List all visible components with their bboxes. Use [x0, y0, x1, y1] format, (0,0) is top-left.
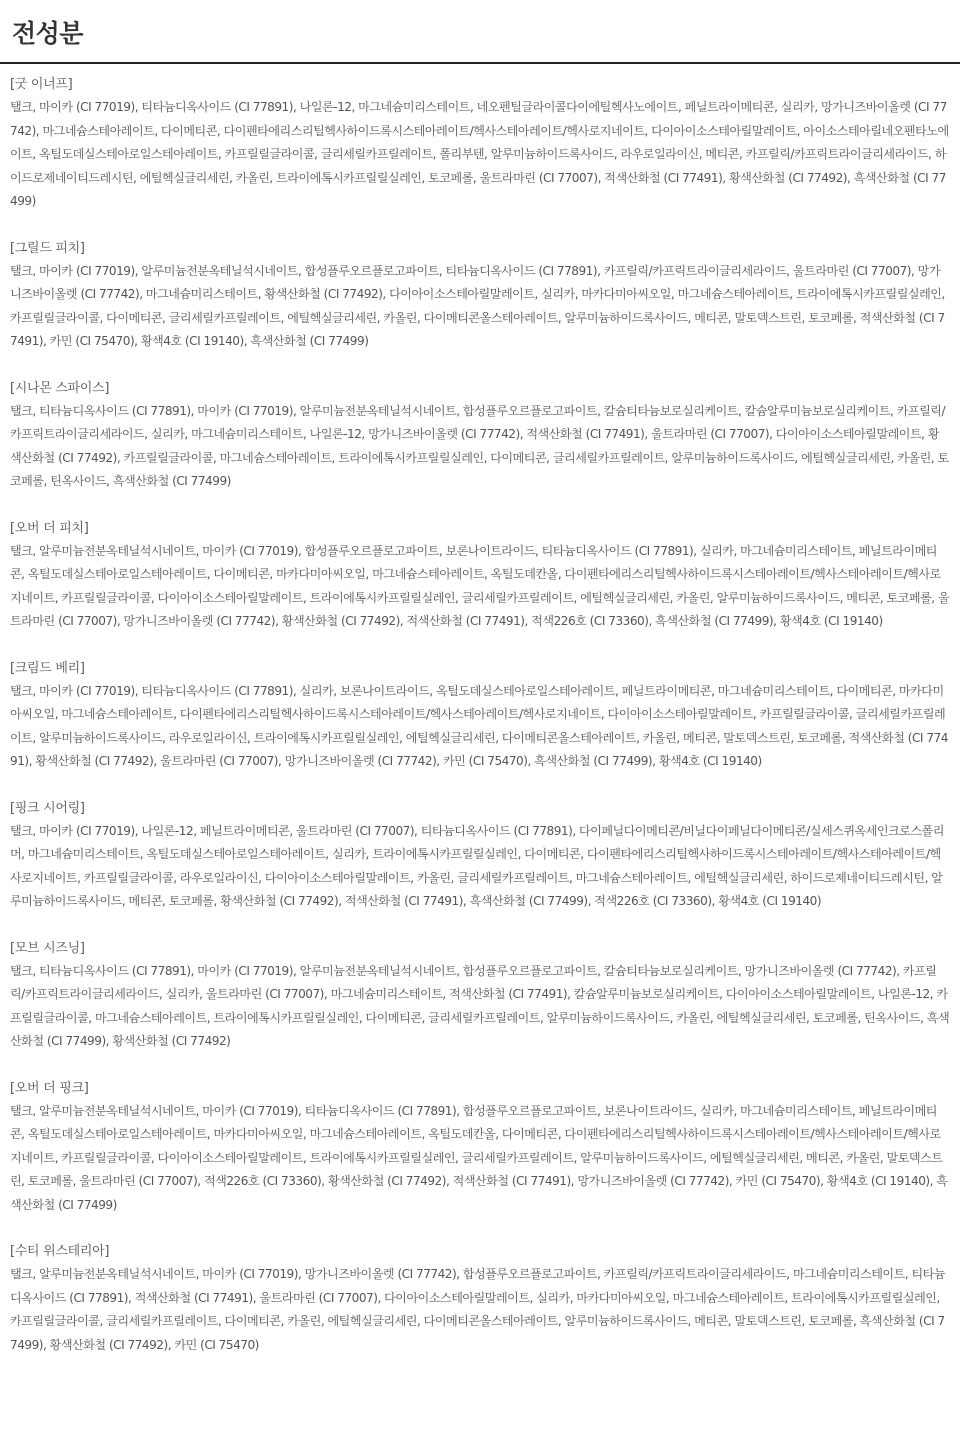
ingredient-list: 탤크, 티타늄디옥사이드 (CI 77891), 마이카 (CI 77019), 알루미늄전분옥테닐석시네이트, 합성플루오르플로고파이트, 칼슘티타늄보로실리케이트, 망가니즈바이올렛 (CI 77742), 카프릴릭/카프릭트라이글리세라이드, 실리카, 울트라마린 (CI 77007), 마그네슘미리스테이트, 적색산화철 (CI 77491), 칼슘알루미늄보로실리케이트, 다이아이소스테아릴말레이트, 나일론-12, 카프릴릴글라이콜, 마그네슘스테아레이트, 트라이에톡시카프릴릴실레인, 다이메티콘, 글리세릴카프릴레이트, 알루미늄하이드록사이드, 카올린, 에틸헥실글리세린, 토코페롤, 틴옥사이드, 흑색산화철 (CI 77499), 황색산화철 (CI 77492) [10, 963, 950, 1048]
ingredient-section [10, 657, 950, 774]
section-name: [굿 이너프] [10, 77, 73, 92]
page-title: 전성분 [12, 19, 83, 48]
ingredient-section [10, 797, 950, 914]
ingredient-list: 탤크, 마이카 (CI 77019), 티타늄디옥사이드 (CI 77891), 실리카, 보론나이트라이드, 옥틸도데실스테아로일스테아레이트, 페닐트라이메티콘, 마그네슘미리스테이트, 다이메티콘, 마카다미아씨오일, 마그네슘스테아레이트, 다이펜타에리스리틸헥사하이드록시스테아레이트/헥사스테아레이트/헥사로지네이트, 다이아이소스테아릴말레이트, 카프릴릴글라이콜, 글리세릴카프릴레이트, 알루미늄하이드록사이드, 라우로일라이신, 트라이에톡시카프릴릴실레인, 에틸헥실글리세린, 다이메티콘올스테아레이트, 카올린, 메티콘, 말토덱스트린, 토코페롤, 적색산화철 (CI 77491), 황색산화철 (CI 77492), 울트라마린 (CI 77007), 망가니즈바이올렛 (CI 77742), 카민 (CI 75470), 흑색산화철 (CI 77499), 황색4호 (CI 19140) [10, 683, 948, 768]
section-name: [크림드 베리] [10, 660, 85, 676]
section-name: [시나몬 스파이스] [10, 380, 110, 396]
section-name: [핑크 시어링] [10, 800, 85, 816]
ingredient-list: 탤크, 알루미늄전분옥테닐석시네이트, 마이카 (CI 77019), 망가니즈바이올렛 (CI 77742), 합성플루오르플로고파이트, 카프릴릭/카프릭트라이글리세라이드, 마그네슘미리스테이트, 티타늄디옥사이드 (CI 77891), 적색산화철 (CI 77491), 울트라마린 (CI 77007), 다이아이소스테아릴말레이트, 실리카, 마카다미아씨오일, 마그네슘스테아레이트, 트라이에톡시카프릴릴실레인, 카프릴릴글라이콜, 글리세릴카프릴레이트, 다이메티콘, 카올린, 에틸헥실글리세린, 다이메티콘올스테아레이트, 알루미늄하이드록사이드, 메티콘, 말토덱스트린, 토코페롤, 흑색산화철 (CI 77499), 황색산화철 (CI 77492), 카민 (CI 75470) [10, 1267, 946, 1352]
section-name: [그릴드 피치] [10, 240, 85, 256]
ingredient-list: 탤크, 마이카 (CI 77019), 알루미늄전분옥테닐석시네이트, 합성플루오르플로고파이트, 티타늄디옥사이드 (CI 77891), 카프릴릭/카프릭트라이글리세라이드, 울트라마린 (CI 77007), 망가니즈바이올렛 (CI 77742), 마그네슘미리스테이트, 황색산화철 (CI 77492), 다이아이소스테아릴말레이트, 실리카, 마카다미아씨오일, 마그네슘스테아레이트, 트라이에톡시카프릴릴실레인, 카프릴릴글라이콜, 다이메티콘, 글리세릴카프릴레이트, 에틸헥실글리세린, 카올린, 다이메티콘올스테아레이트, 알루미늄하이드록사이드, 메티콘, 말토덱스트린, 토코페롤, 적색산화철 (CI 77491), 카민 (CI 75470), 황색4호 (CI 19140), 흑색산화철 (CI 77499) [10, 263, 945, 348]
ingredient-section [10, 73, 950, 214]
ingredient-list: 탤크, 마이카 (CI 77019), 티타늄디옥사이드 (CI 77891), 나일론-12, 마그네슘미리스테이트, 네오펜틸글라이콜다이에틸헥사노에이트, 페닐트라이메티콘, 실리카, 망가니즈바이올렛 (CI 77742), 마그네슘스테아레이트, 다이메티콘, 다이펜타에리스리틸헥사하이드록시스테아레이트/헥사스테아레이트/헥사로지네이트, 다이아이소스테아릴말레이트, 아이소스테아릴네오펜타노에이트, 옥틸도데실스테아로일스테아레이트, 카프릴릴글라이콜, 글리세릴카프릴레이트, 폴리부텐, 알루미늄하이드록사이드, 라우로일라이신, 메티콘, 카프릴릭/카프릭트라이글리세라이드, 하이드로제네이티드레시틴, 에틸헥실글리세린, 카올린, 트라이에톡시카프릴릴실레인, 토코페롤, 울트라마린 (CI 77007), 적색산화철 (CI 77491), 황색산화철 (CI 77492), 흑색산화철 (CI 77499) [10, 100, 949, 208]
ingredient-section [10, 1240, 950, 1357]
ingredient-list: 탤크, 알루미늄전분옥테닐석시네이트, 마이카 (CI 77019), 합성플루오르플로고파이트, 보론나이트라이드, 티타늄디옥사이드 (CI 77891), 실리카, 마그네슘미리스테이트, 페닐트라이메티콘, 옥틸도데실스테아로일스테아레이트, 다이메티콘, 마카다미아씨오일, 마그네슘스테아레이트, 옥틸도데칸올, 다이펜타에리스리틸헥사하이드록시스테아레이트/헥사스테아레이트/헥사로지네이트, 카프릴릴글라이콜, 다이아이소스테아릴말레이트, 트라이에톡시카프릴릴실레인, 글리세릴카프릴레이트, 에틸헥실글리세린, 카올린, 알루미늄하이드록사이드, 메티콘, 토코페롤, 울트라마린 (CI 77007), 망가니즈바이올렛 (CI 77742), 황색산화철 (CI 77492), 적색산화철 (CI 77491), 적색226호 (CI 73360), 흑색산화철 (CI 77499), 황색4호 (CI 19140) [10, 543, 950, 628]
section-name: [오버 더 피치] [10, 520, 89, 536]
ingredient-list: 탤크, 티타늄디옥사이드 (CI 77891), 마이카 (CI 77019), 알루미늄전분옥테닐석시네이트, 합성플루오르플로고파이트, 칼슘티타늄보로실리케이트, 칼슘알루미늄보로실리케이트, 카프릴릭/카프릭트라이글리세라이드, 실리카, 마그네슘미리스테이트, 나일론-12, 망가니즈바이올렛 (CI 77742), 적색산화철 (CI 77491), 울트라마린 (CI 77007), 다이아이소스테아릴말레이트, 황색산화철 (CI 77492), 카프릴릴글라이콜, 마그네슘스테아레이트, 트라이에톡시카프릴릴실레인, 다이메티콘, 글리세릴카프릴레이트, 알루미늄하이드록사이드, 에틸헥실글리세린, 카올린, 토코페롤, 틴옥사이드, 흑색산화철 (CI 77499) [10, 403, 949, 488]
ingredient-sections [0, 64, 960, 1357]
ingredient-list: 탤크, 마이카 (CI 77019), 나일론-12, 페닐트라이메티콘, 울트라마린 (CI 77007), 티타늄디옥사이드 (CI 77891), 다이페닐다이메티콘/비닐다이페닐다이메티콘/실세스퀴옥세인크로스폴리머, 마그네슘미리스테이트, 옥틸도데실스테아로일스테아레이트, 실리카, 트라이에톡시카프릴릴실레인, 다이메티콘, 다이펜타에리스리틸헥사하이드록시스테아레이트/헥사스테아레이트/헥사로지네이트, 카프릴릴글라이콜, 라우로일라이신, 다이아이소스테아릴말레이트, 카올린, 글리세릴카프릴레이트, 마그네슘스테아레이트, 에틸헥실글리세린, 하이드로제네이티드레시틴, 알루미늄하이드록사이드, 메티콘, 토코페롤, 황색산화철 (CI 77492), 적색산화철 (CI 77491), 흑색산화철 (CI 77499), 적색226호 (CI 73360), 황색4호 (CI 19140) [10, 823, 944, 908]
section-name: [모브 시즈닝] [10, 940, 85, 956]
section-name: [오버 더 핑크] [10, 1080, 89, 1096]
ingredient-section [10, 937, 950, 1054]
page-header [0, 0, 960, 64]
ingredient-section [10, 237, 950, 354]
ingredient-section [10, 1077, 950, 1218]
section-name: [수티 위스테리아] [10, 1244, 110, 1259]
ingredient-section [10, 517, 950, 634]
ingredient-list: 탤크, 알루미늄전분옥테닐석시네이트, 마이카 (CI 77019), 티타늄디옥사이드 (CI 77891), 합성플루오르플로고파이트, 보론나이트라이드, 실리카, 마그네슘미리스테이트, 페닐트라이메티콘, 옥틸도데실스테아로일스테아레이트, 마카다미아씨오일, 마그네슘스테아레이트, 옥틸도데칸올, 다이메티콘, 다이펜타에리스리틸헥사하이드록시스테아레이트/헥사스테아레이트/헥사로지네이트, 카프릴릴글라이콜, 다이아이소스테아릴말레이트, 트라이에톡시카프릴릴실레인, 글리세릴카프릴레이트, 알루미늄하이드록사이드, 에틸헥실글리세린, 메티콘, 카올린, 말토덱스트린, 토코페롤, 울트라마린 (CI 77007), 적색226호 (CI 73360), 황색산화철 (CI 77492), 적색산화철 (CI 77491), 망가니즈바이올렛 (CI 77742), 카민 (CI 75470), 황색4호 (CI 19140), 흑색산화철 (CI 77499) [10, 1103, 948, 1212]
ingredient-section [10, 377, 950, 494]
